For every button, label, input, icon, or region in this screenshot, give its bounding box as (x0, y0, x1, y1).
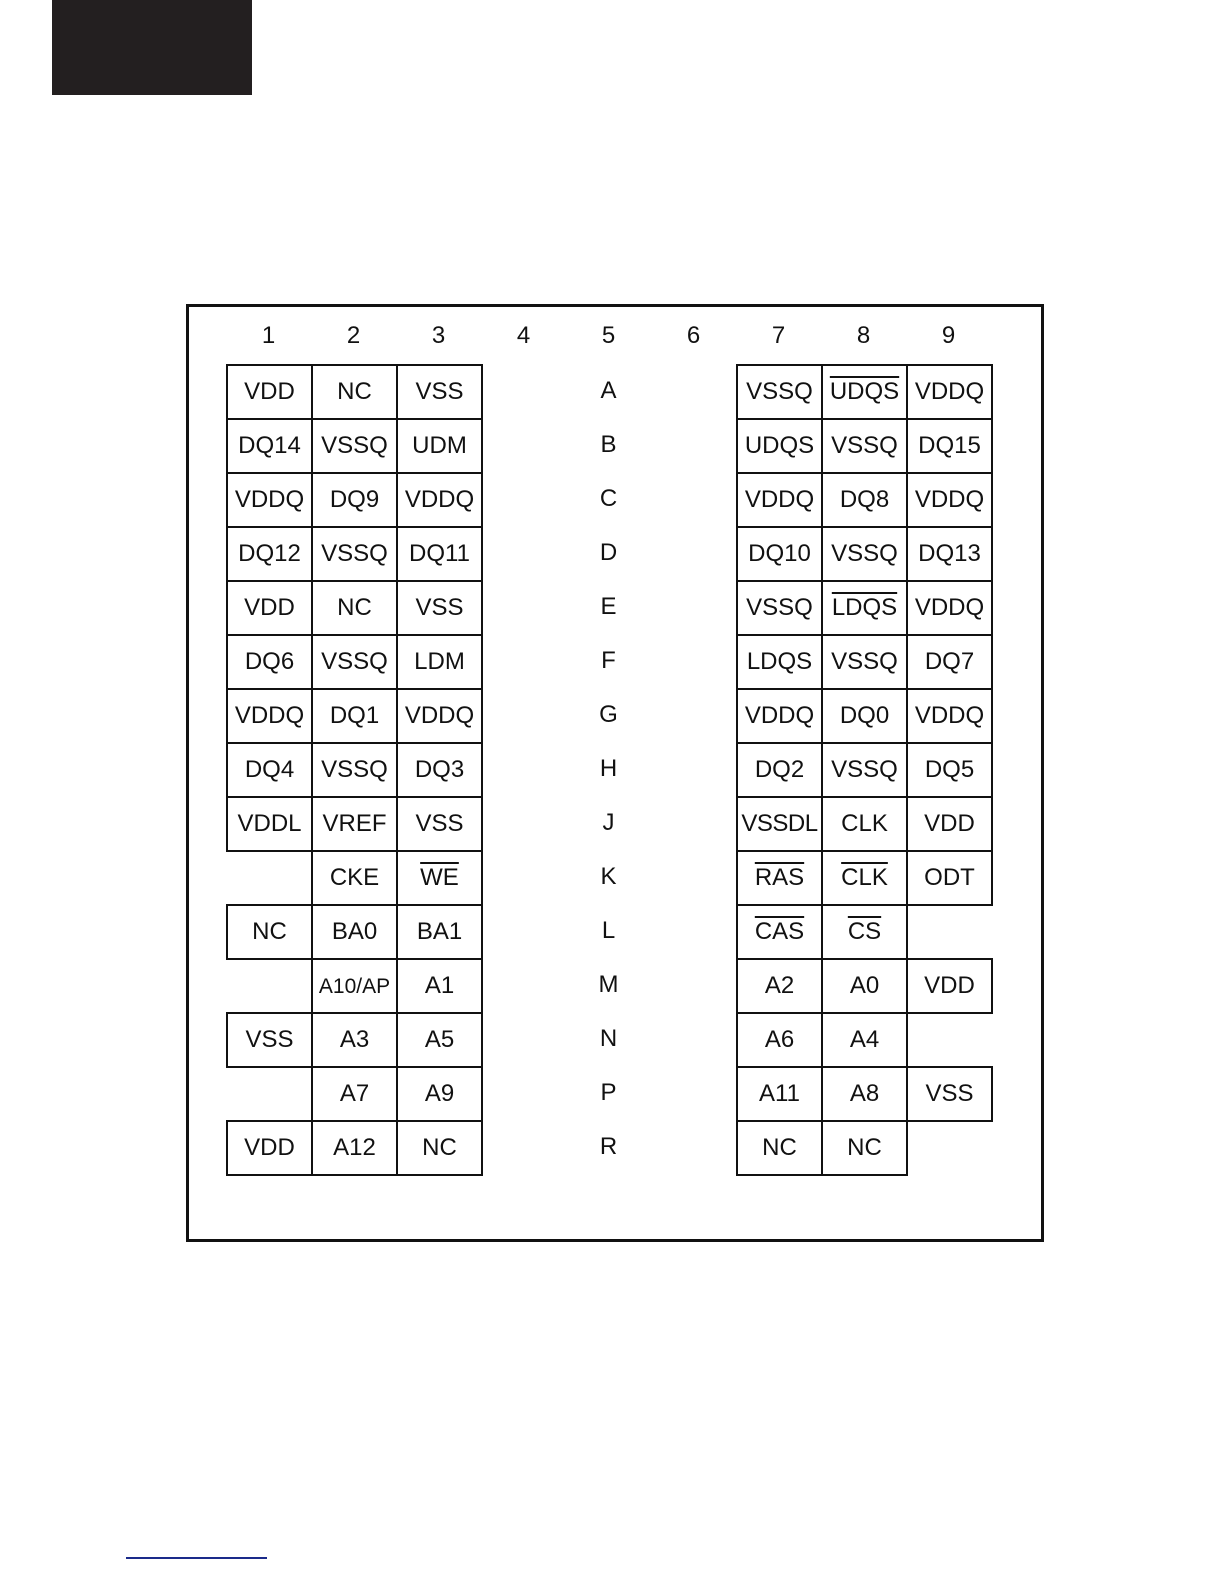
column-label: 3 (431, 322, 446, 349)
ball-pin (906, 418, 993, 474)
pin-name: VSSQ (746, 594, 813, 621)
ball-pin (396, 688, 483, 744)
ball-pin (906, 742, 993, 798)
pin-name: VSSQ (831, 756, 898, 783)
ball-pin (311, 796, 398, 852)
ball-pin (311, 904, 398, 960)
ball-pin (311, 526, 398, 582)
row-label: A (600, 377, 617, 404)
ball-pin (736, 1120, 823, 1176)
ball-pin (906, 688, 993, 744)
ball-pin (226, 364, 313, 420)
ball-pin (396, 1012, 483, 1068)
ball-pin (226, 418, 313, 474)
pin-name: VDD (244, 1134, 295, 1161)
ball-pin (396, 364, 483, 420)
ball-pin (311, 364, 398, 420)
ball-pin (226, 688, 313, 744)
ball-pin (821, 634, 908, 690)
row-label: B (600, 431, 617, 458)
pin-name: CKE (329, 864, 380, 891)
pin-name: VSSQ (746, 378, 813, 405)
row-label: E (600, 593, 617, 620)
ball-pin (736, 634, 823, 690)
ball-pin (226, 742, 313, 798)
ball-pin (821, 904, 908, 960)
pin-name: VSS (415, 594, 464, 621)
pin-name: DQ13 (918, 540, 981, 567)
pin-name: DQ3 (414, 756, 465, 783)
pin-name: VDD (244, 594, 295, 621)
header-black-tab (52, 0, 252, 95)
pin-name: LDM (414, 648, 465, 675)
ball-pin (396, 742, 483, 798)
ball-pin (906, 850, 993, 906)
ball-pin (311, 1012, 398, 1068)
pin-name: DQ1 (329, 702, 380, 729)
pin-name: ODT (924, 864, 975, 891)
pin-name: VDDQ (234, 486, 305, 513)
ball-pin (821, 796, 908, 852)
ball-pin (396, 634, 483, 690)
ball-pin (226, 1012, 313, 1068)
ball-pin (736, 796, 823, 852)
pin-name: A0 (849, 972, 880, 999)
pin-name: VSSQ (321, 648, 388, 675)
pin-name: A5 (424, 1026, 455, 1053)
pin-name: VREF (322, 810, 387, 837)
ball-pin (736, 742, 823, 798)
pin-name: VDDQ (914, 702, 985, 729)
pin-name: A3 (339, 1026, 370, 1053)
row-label: H (599, 755, 618, 782)
row-label: J (602, 809, 615, 836)
pin-name: A8 (849, 1080, 880, 1107)
ball-pin (396, 958, 483, 1014)
pin-name: BA1 (416, 918, 463, 945)
column-label: 7 (771, 322, 786, 349)
ball-pin (821, 418, 908, 474)
pin-name: VDDQ (914, 378, 985, 405)
pin-name: NC (762, 1134, 797, 1161)
pin-name: DQ2 (754, 756, 805, 783)
ball-pin (906, 364, 993, 420)
pin-name: DQ4 (244, 756, 295, 783)
ball-pin (821, 1120, 908, 1176)
ball-pin (821, 364, 908, 420)
pin-name: VDDQ (914, 594, 985, 621)
pin-name: VDDL (237, 810, 302, 837)
pin-name: VSSQ (831, 432, 898, 459)
pin-name: DQ11 (409, 540, 470, 567)
pin-name: A12 (333, 1134, 376, 1161)
row-label: N (599, 1025, 618, 1052)
pin-name: DQ14 (238, 432, 301, 459)
pin-name: A6 (764, 1026, 795, 1053)
ball-pin (736, 1012, 823, 1068)
ball-pin (311, 958, 398, 1014)
row-label: F (601, 647, 616, 674)
ball-pin (311, 418, 398, 474)
pin-name: $\overline{CAS}$ (754, 918, 805, 945)
ball-pin (226, 904, 313, 960)
pin-name: VDD (924, 810, 975, 837)
ball-pin (736, 850, 823, 906)
ball-pin (821, 472, 908, 528)
row-label: K (600, 863, 617, 890)
pin-name: NC (337, 378, 372, 405)
row-label: G (599, 701, 618, 728)
pin-name: VSS (245, 1026, 294, 1053)
pin-name: $\overline{CS}$ (847, 918, 882, 945)
ball-pin (736, 1066, 823, 1122)
pin-name: VSS (415, 378, 464, 405)
ball-pin (311, 634, 398, 690)
row-label: D (599, 539, 618, 566)
pin-name: DQ10 (748, 540, 811, 567)
pin-name: NC (847, 1134, 882, 1161)
pin-name: VSSQ (321, 540, 388, 567)
row-label: M (598, 971, 619, 998)
ball-pin (736, 580, 823, 636)
ball-pin (821, 526, 908, 582)
pin-name: DQ0 (839, 702, 890, 729)
ball-pin (226, 526, 313, 582)
pin-name: VDDQ (404, 702, 475, 729)
pin-name: VSSQ (321, 756, 388, 783)
ball-pin (736, 472, 823, 528)
pin-name: VSSQ (831, 648, 898, 675)
pin-name: VDDQ (914, 486, 985, 513)
ball-pin (226, 634, 313, 690)
ball-pin (396, 1066, 483, 1122)
ball-pin (736, 958, 823, 1014)
pin-name: UDQS (829, 378, 900, 405)
ball-pin (226, 796, 313, 852)
ball-pin (396, 796, 483, 852)
column-label: 9 (941, 322, 956, 349)
ball-pin (311, 472, 398, 528)
ball-pin (311, 688, 398, 744)
ball-pin (226, 472, 313, 528)
pin-name: VSSQ (831, 540, 898, 567)
pin-name: VDD (244, 378, 295, 405)
pin-name: UDM (412, 432, 467, 459)
column-label: 1 (261, 322, 276, 349)
pin-name: DQ7 (924, 648, 975, 675)
ball-pin (396, 526, 483, 582)
ball-pin (736, 364, 823, 420)
ball-pin (821, 1066, 908, 1122)
ball-pin (736, 418, 823, 474)
ball-pin (226, 580, 313, 636)
row-label: L (601, 917, 616, 944)
ball-pin (906, 796, 993, 852)
ball-pin (821, 958, 908, 1014)
pin-name: VDDQ (404, 486, 475, 513)
ball-pin (906, 634, 993, 690)
ball-pin (821, 580, 908, 636)
pin-name: CLK (841, 810, 888, 837)
ball-pin (396, 1120, 483, 1176)
row-label: C (599, 485, 618, 512)
ball-pin (821, 850, 908, 906)
pin-name: UDQS (744, 432, 815, 459)
footer-link-rule (126, 1557, 267, 1559)
row-label: R (599, 1133, 618, 1160)
ball-pin (396, 418, 483, 474)
pin-name: A1 (424, 972, 455, 999)
pin-name: LDQS (746, 648, 813, 675)
pin-name: VSS (925, 1080, 974, 1107)
pin-name: A11 (759, 1080, 800, 1107)
ball-pin (821, 688, 908, 744)
ball-pin (906, 1066, 993, 1122)
pin-name: LDQS (831, 594, 898, 621)
pin-name: A9 (424, 1080, 455, 1107)
pin-name: DQ5 (924, 756, 975, 783)
pin-name: NC (252, 918, 287, 945)
column-label: 5 (601, 322, 616, 349)
ball-pin (906, 958, 993, 1014)
pin-name: DQ6 (244, 648, 295, 675)
ball-pin (226, 1120, 313, 1176)
ball-pin (311, 1120, 398, 1176)
pin-name: NC (337, 594, 372, 621)
pin-name: VDD (924, 972, 975, 999)
pin-name: VSSDL (741, 810, 818, 837)
pin-name: A4 (849, 1026, 880, 1053)
ball-pin (906, 580, 993, 636)
pin-name: A2 (764, 972, 795, 999)
pin-name: VSS (415, 810, 464, 837)
ball-pin (736, 526, 823, 582)
pin-name: $\overline{WE}$ (420, 864, 459, 891)
pin-name: $\overline{RAS}$ (754, 864, 805, 891)
column-label: 6 (686, 322, 701, 349)
pin-name: $\overline{CLK}$ (841, 864, 888, 891)
ball-pin (821, 742, 908, 798)
ball-pin (311, 580, 398, 636)
pin-name: A7 (339, 1080, 370, 1107)
pin-name: VDDQ (744, 702, 815, 729)
ball-pin (906, 472, 993, 528)
ball-pin (736, 688, 823, 744)
ball-pin (396, 904, 483, 960)
ball-pin (311, 742, 398, 798)
pin-name: DQ8 (839, 486, 890, 513)
pin-name: VSSQ (321, 432, 388, 459)
pin-name: DQ12 (238, 540, 301, 567)
pin-name: DQ15 (918, 432, 981, 459)
column-label: 8 (856, 322, 871, 349)
pin-name: VDDQ (234, 702, 305, 729)
pin-name: A10/AP (318, 974, 391, 998)
ball-pin (396, 472, 483, 528)
ball-pin (906, 526, 993, 582)
row-label: P (600, 1079, 617, 1106)
ball-pin (396, 850, 483, 906)
ball-pin (821, 1012, 908, 1068)
pin-name: NC (422, 1134, 457, 1161)
pin-name: BA0 (331, 918, 378, 945)
ball-pin (736, 904, 823, 960)
column-label: 4 (516, 322, 531, 349)
pin-name: VDDQ (744, 486, 815, 513)
column-label: 2 (346, 322, 361, 349)
pin-name: DQ9 (329, 486, 380, 513)
ball-pin (396, 580, 483, 636)
ball-pin (311, 850, 398, 906)
ball-pin (311, 1066, 398, 1122)
